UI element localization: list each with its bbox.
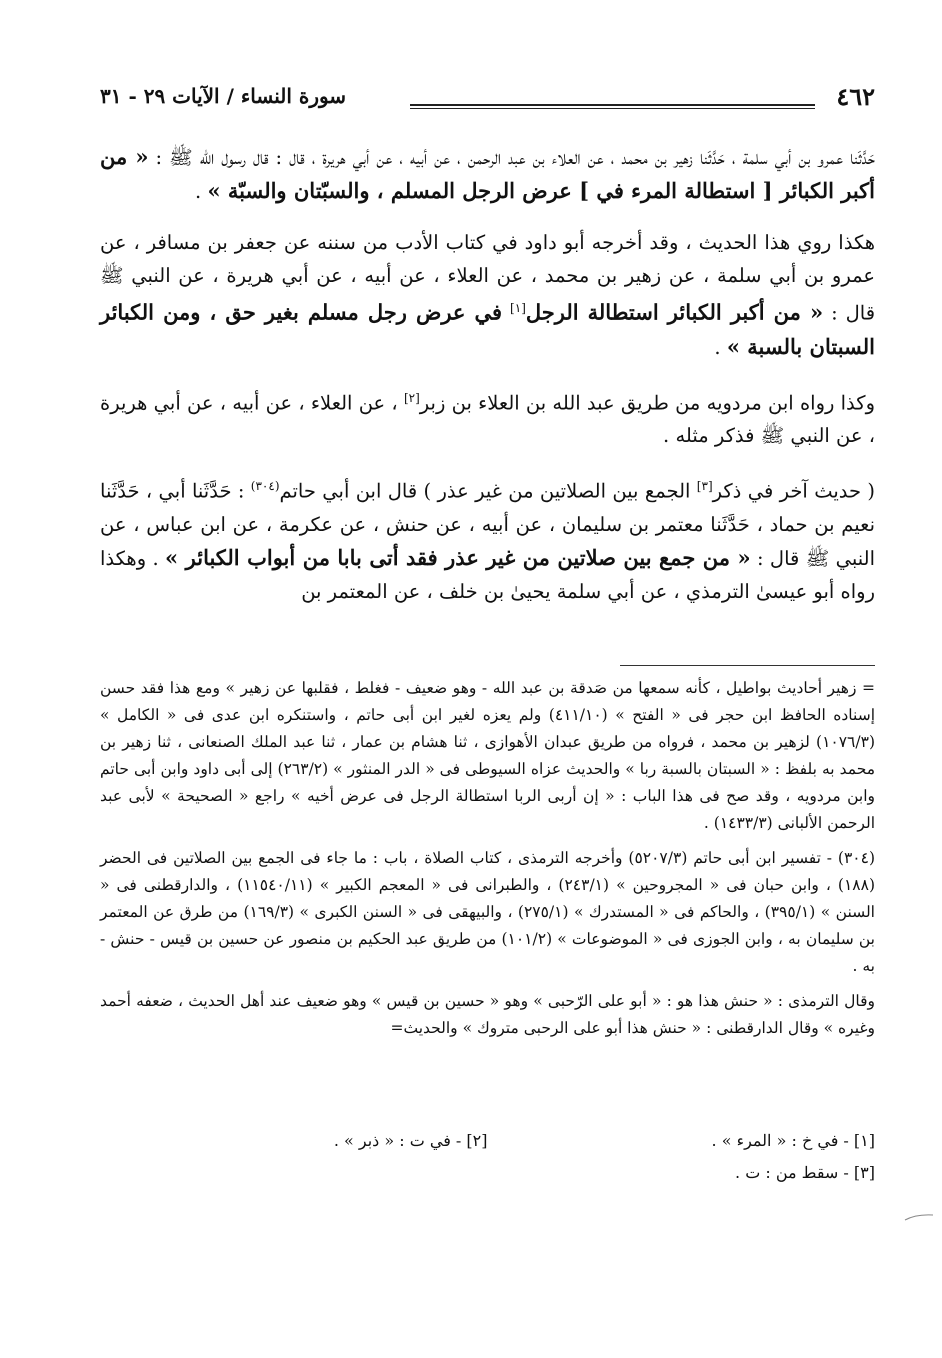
paragraph-4-text-a: ( حديث آخر في ذكر: [712, 479, 876, 503]
note-3: [٣] - سقط من : ت .: [735, 1163, 875, 1182]
note-ref-3: [٣]: [696, 479, 713, 493]
paragraph-4-text-b: الجمع بين الصلاتين من غير عذر ) قال ابن أبي حاتم: [279, 479, 691, 503]
notes-row-1: [100, 1125, 875, 1157]
footnote-ref-304: (٣٠٤): [250, 479, 280, 493]
notes-row-2: [100, 1157, 875, 1189]
hadith-quote-4: « من جمع بين صلاتين من غير عذر فقد أتى بابا من أبواب الكبائر »: [165, 544, 751, 570]
footnote-304: (٣٠٤) - تفسير ابن أبى حاتم (٥٢٠٧/٣) وأخرجه الترمذى ، كتاب الصلاة ، باب : ما جاء فى الجمع بين الصلاتين فى الحضر (١٨٨) ، وابن حبان فى « المجروحين » (٢٤٣/١) ، والطبرانى فى « المعجم الكبير » (١١٥٤٠/١١) ، والدارقطنى فى « السنن » (٣٩٥/١) ، والحاكم فى « المستدرك » (٢٧٥/١) ، والبيهقى فى « السنن الكبرى » (١٦٩/٣) من طرق عن المعتمر بن سليمان به ، وابن الجوزى فى « الموضوعات » (١٠١/٢) من طريق عبد الحكيم بن منصور عن حسين بن قيس - حنش - به .: [100, 849, 875, 975]
paragraph-4: [100, 470, 875, 608]
paragraph-3-end: ، عن العلاء ، عن أبيه ، عن أبي هريرة ، عن النبي ﷺ فذكر مثله .: [100, 391, 875, 447]
paragraph-3-text: وكذا رواه ابن مردويه من طريق عبد الله بن العلاء بن زبر: [419, 391, 875, 414]
paragraph-3: [100, 382, 875, 453]
paragraph-1-text: حَدَّثَنا عمرو بن أبي سلمة ، حَدَّثَنا زهير بن محمد ، عن العلاء بن عبد الرحمن ، عن أبيه ، عن أبي هريرة ، قال : قال رسول الله ﷺ :: [155, 146, 875, 169]
footnote-separator: [620, 665, 875, 666]
hadith-quote-2a: « من أكبر الكبائر استطالة الرجل: [525, 299, 824, 325]
paragraph-2-text: هكذا روي هذا الحديث ، وقد أخرجه أبو داود في كتاب الأدب من سننه عن جعفر بن مسافر ، عن عمرو بن أبي سلمة ، عن زهير بن محمد ، عن العلاء ، عن أبيه ، عن أبي هريرة ، عن النبي ﷺ قال :: [100, 231, 876, 325]
hadith-quote-1: « من أكبر الكبائر [ استطالة المرء في ] عرض الرجل المسلم ، والسبّتان والسبّة »: [100, 144, 875, 203]
paragraph-1: [100, 140, 875, 208]
footnote-304-cont: وقال الترمذى : « حنش هذا هو : « أبو على الرّحبى » وهو « حسين بن قيس » وهو ضعيف عند أهل الحديث ، ضعفه أحمد وغيره » وقال الدارقطنى : « حنش هذا أبو على الرحبى متروك » والحديث=: [100, 992, 875, 1037]
running-title: سورة النساء / الآيات ٢٩ - ٣١: [100, 84, 347, 108]
paragraph-1-end: .: [195, 180, 202, 203]
note-ref-2: [٢]: [403, 390, 420, 405]
paragraph-2-end: .: [714, 335, 721, 359]
hadith-quote-2b: في عرض رجل مسلم بغير حق ، ومن الكبائر السبتان بالسبة »: [100, 299, 875, 359]
note-1: [١] - في خ : « المرء » .: [711, 1131, 875, 1150]
page-number: ٤٦٢: [836, 82, 875, 111]
paragraph-4-text-c: : حَدَّثَنا أبي ، حَدَّثَنا نعيم بن حماد ، حَدَّثَنا معتمر بن سليمان ، عن أبيه ، عن حنش ، عن عكرمة ، عن ابن عباس ، عن النبي ﷺ قال :: [100, 479, 875, 570]
manuscript-notes: [100, 1125, 875, 1189]
scan-mark: [904, 1212, 934, 1222]
footnotes: [100, 675, 875, 1050]
paragraph-2: [100, 226, 875, 364]
header-rule: [410, 104, 815, 109]
page-header: [100, 82, 875, 118]
main-text: [100, 140, 875, 626]
footnote-continued: = زهير أحاديث بواطيل ، كأنه سمعها من صَدقة بن عبد الله - وهو ضعيف - فغلط ، فقلبها عن زهير » ومع هذا فقد حسن إسناده الحافظ ابن حجر فى « الفتح » (٤١١/١٠) ولم يعزه لغير ابن أبى حاتم ، واستنكره ابن عدى فى « الكامل » (١٠٧٦/٣) لزهير بن محمد ، فرواه من طريق عبدان الأهوازى ، ثنا هشام بن عمار ، ثنا عبد الملك الصنعانى ، ثنا زهير بن محمد به بلفظ : « السبتان بالسبة ربا » والحديث عزاه السيوطى فى « الدر المنثور » (٢٦٣/٢) إلى أبى داود وابن أبى حاتم وابن مردويه ، وقد صح فى هذا الباب : « إن أربى الربا استطالة الرجل فى عرض أخيه » راجع « الصحيحة » لأبى عبد الرحمن الألبانى (١٤٣٣/٣) .: [100, 679, 876, 832]
note-2: [٢] - في ت : « ذبر » .: [333, 1131, 488, 1150]
paragraph-4-text-d: . وهكذا رواه أبو عيسىٰ الترمذي ، عن أبي سلمة يحيىٰ بن خلف ، عن المعتمر بن: [100, 546, 875, 603]
note-ref-1: [١]: [510, 301, 526, 315]
